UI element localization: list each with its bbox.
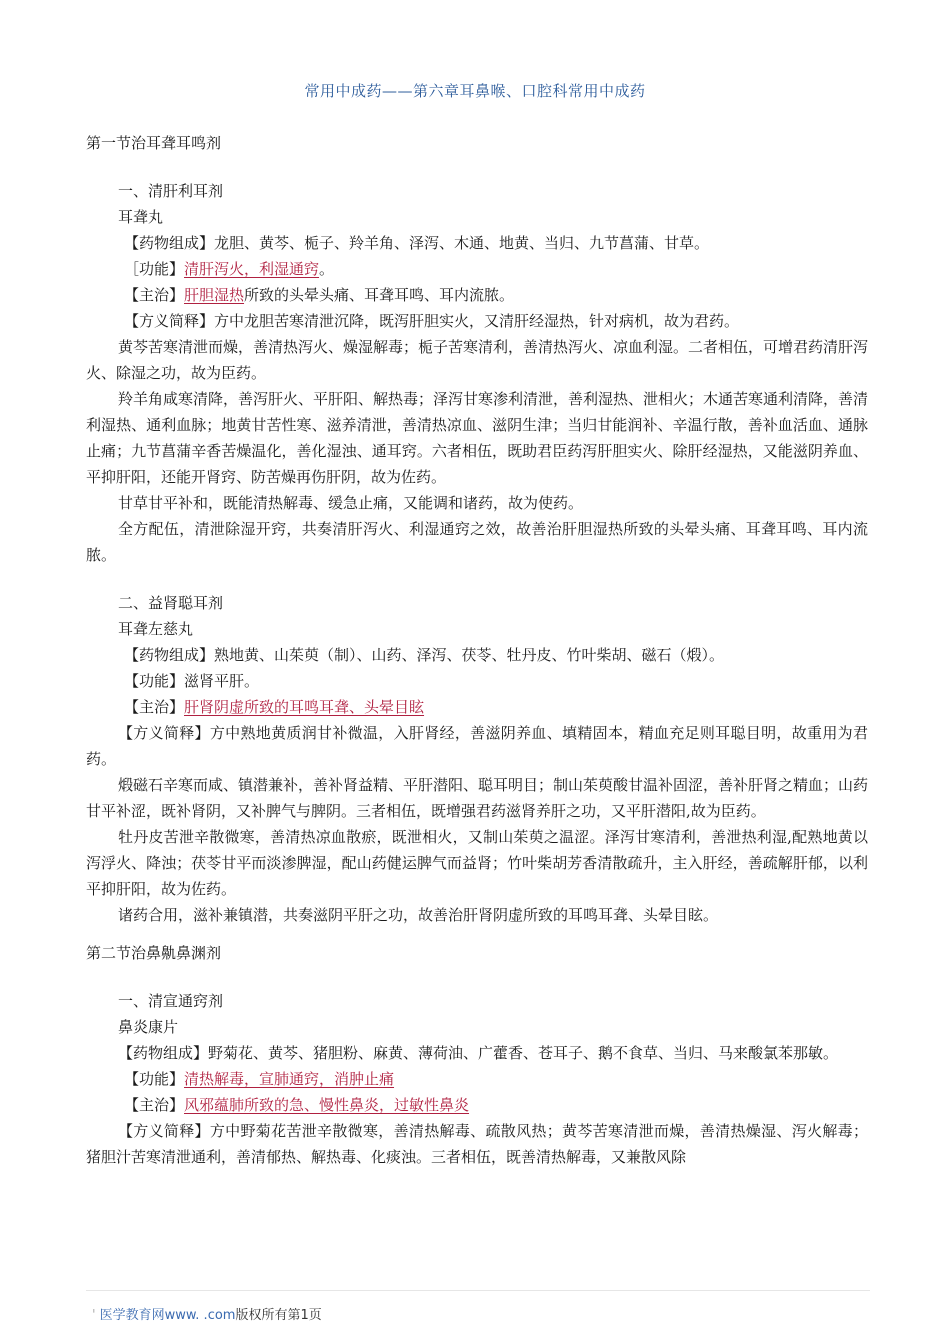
section-heading-1: 第一节治耳聋耳鸣剂 [86, 134, 222, 152]
indication-highlight: 风邪蕴肺所致的急、慢性鼻炎，过敏性鼻炎 [184, 1096, 470, 1114]
composition-text: 熟地黄、山茱萸（制）、山药、泽泻、茯苓、牡丹皮、竹叶柴胡、磁石（煅）。 [214, 646, 725, 664]
function-text: 清肝泻火，利湿通窍 [184, 260, 320, 278]
footer-url: www. .com [164, 1308, 236, 1323]
indication-line [86, 282, 868, 308]
function-label: 【功能】 [124, 1070, 185, 1088]
explanation-text: 方中熟地黄质润甘补微温，入肝肾经，善滋阴养血、填精固本，精血充足则耳聪目明，故重用为君药。 [86, 724, 868, 768]
explanation-paragraph [86, 720, 868, 772]
explanation-label: 【方义简释】 [124, 312, 215, 330]
indication-highlight: 肝肾阴虚所致的耳鸣耳聋、头晕目眩 [184, 698, 425, 716]
indication-line [86, 694, 868, 720]
footer-tick: ' [92, 1308, 96, 1323]
explanation-label: 【方义简释】 [118, 1122, 210, 1140]
document-body [86, 130, 868, 1170]
explanation-paragraph: 黄芩苦寒清泄而燥，善清热泻火、燥湿解毒；栀子苦寒清利，善清热泻火、凉血利湿。二者相伍，可增君药清肝泻火、除湿之功，故为臣药。 [86, 338, 869, 382]
explanation-paragraph: 煅磁石辛寒而咸、镇潜兼补，善补肾益精、平肝潜阳、聪耳明目；制山茱萸酸甘温补固涩，善补肝肾之精血；山药甘平补涩，既补肾阴，又补脾气与脾阴。三者相伍，既增强君药滋肾养肝之功，又平肝潜阳,故为臣药。 [86, 776, 869, 820]
function-label: 【功能】 [124, 672, 185, 690]
footer-divider [86, 1290, 870, 1291]
indication-label: 【主治】 [124, 1096, 185, 1114]
explanation-paragraph: 羚羊角咸寒清降，善泻肝火、平肝阳、解热毒；泽泻甘寒渗利清泄，善利湿热、泄相火；木通苦寒通利清降，善清利湿热、通利血脉；地黄甘苦性寒、滋养清泄，善清热凉血、滋阴生津；当归甘能润补、辛温行散，善补血活血、通脉止痛；九节菖蒲辛香苦燥温化，善化湿浊、通耳窍。六者相伍，既助君臣药泻肝胆实火、除肝经湿热，又能滋阴养血、平抑肝阳，还能开肾窍、防苦燥再伤肝阴，故为佐药。 [86, 390, 869, 486]
footer-page-prefix: 第 [287, 1308, 301, 1323]
composition-line [86, 230, 868, 256]
footer-page-number: 1 [300, 1308, 309, 1323]
function-line [86, 668, 868, 694]
indication-text: 所致的头晕头痛、耳聋耳鸣、耳内流脓。 [244, 286, 515, 304]
function-line [86, 1066, 868, 1092]
footer-page-suffix: 页 [308, 1308, 322, 1323]
explanation-paragraph [86, 1118, 868, 1170]
document-title: 常用中成药——第六章耳鼻喉、口腔科常用中成药 [304, 82, 646, 100]
indication-line [86, 1092, 868, 1118]
explanation-label: 【方义简释】 [118, 724, 210, 742]
function-label: ［功能】 [124, 260, 185, 278]
explanation-text: 方中龙胆苦寒清泄沉降，既泻肝胆实火，又清肝经湿热，针对病机，故为君药。 [214, 312, 740, 330]
prescription-name: 耳聋丸 [118, 208, 164, 226]
footer-brand: 医学教育网 [99, 1308, 165, 1323]
composition-text: 野菊花、黄芩、猪胆粉、麻黄、薄荷油、广藿香、苍耳子、鹅不食草、当归、马来酸氯苯那敏。 [208, 1044, 839, 1062]
function-line [86, 256, 868, 282]
page-footer [92, 1304, 322, 1323]
indication-label: 【主治】 [124, 698, 185, 716]
subsection-heading: 一、清宣通窍剂 [118, 992, 224, 1010]
composition-label: 【药物组成】 [118, 1044, 209, 1062]
subsection-heading: 一、清肝利耳剂 [118, 182, 224, 200]
explanation-paragraph: 牡丹皮苦泄辛散微寒，善清热凉血散瘀，既泄相火，又制山茱萸之温涩。泽泻甘寒清利，善泄热利湿,配熟地黄以泻浮火、降浊；茯苓甘平而淡渗脾湿，配山药健运脾气而益肾；竹叶柴胡芳香清散疏升，主入肝经，善疏解肝郁，以利平抑肝阳，故为佐药。 [86, 828, 868, 898]
function-text: 滋肾平肝。 [184, 672, 260, 690]
composition-text: 龙胆、黄芩、栀子、羚羊角、泽泻、木通、地黄、当归、九节菖蒲、甘草。 [214, 234, 710, 252]
indication-highlight: 肝胆湿热 [184, 286, 245, 304]
footer-rights: 版权所有 [235, 1308, 288, 1323]
prescription-name: 耳聋左慈丸 [118, 620, 194, 638]
function-end: 。 [319, 260, 335, 278]
indication-label: 【主治】 [124, 286, 185, 304]
subsection-heading: 二、益肾聪耳剂 [118, 594, 224, 612]
prescription-name: 鼻炎康片 [118, 1018, 179, 1036]
explanation-paragraph: 全方配伍，清泄除湿开窍，共奏清肝泻火、利湿通窍之效，故善治肝胆湿热所致的头晕头痛、耳聋耳鸣、耳内流脓。 [86, 520, 868, 564]
function-text: 清热解毒，宣肺通窍，消肿止痛 [184, 1070, 395, 1088]
composition-label: 【药物组成】 [124, 646, 215, 664]
explanation-paragraph: 甘草甘平补和，既能清热解毒、缓急止痛，又能调和诸药，故为使药。 [118, 494, 584, 512]
explanation-paragraph: 诸药合用，滋补兼镇潜，共奏滋阴平肝之功，故善治肝肾阴虚所致的耳鸣耳聋、头晕目眩。 [118, 906, 719, 924]
composition-line [86, 642, 868, 668]
explanation-line [86, 308, 868, 334]
explanation-text: 方中野菊花苦泄辛散微寒，善清热解毒、疏散风热；黄芩苦寒清泄而燥，善清热燥湿、泻火解毒；猪胆汁苦寒清泄通利，善清郁热、解热毒、化痰浊。三者相伍，既善清热解毒，又兼散风除 [86, 1122, 868, 1166]
composition-line [86, 1040, 868, 1066]
section-heading-2: 第二节治鼻鼽鼻渊剂 [86, 944, 222, 962]
composition-label: 【药物组成】 [124, 234, 215, 252]
